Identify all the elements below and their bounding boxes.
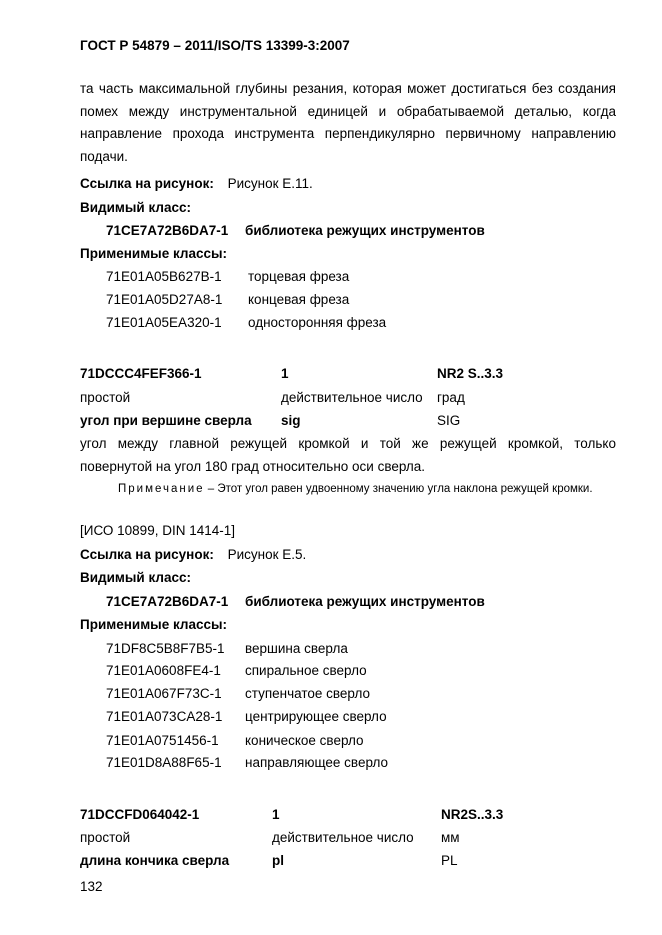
applicable-class-code: 71E01A05EA320-1 xyxy=(106,315,222,330)
entry-note xyxy=(80,478,616,500)
figure-reference-value: Рисунок Е.5. xyxy=(227,547,307,562)
entry-code: SIG xyxy=(437,413,461,428)
page-number: 132 xyxy=(80,879,103,894)
entry-datatype: действительное число xyxy=(281,390,423,405)
figure-reference-value: Рисунок Е.11. xyxy=(227,176,313,191)
visible-class-code: 71CE7A72B6DA7-1 xyxy=(106,223,229,238)
applicable-class-name: концевая фреза xyxy=(248,292,350,307)
entry-version: 1 xyxy=(272,807,280,822)
applicable-class-name: спиральное сверло xyxy=(245,663,367,678)
applicable-classes-label: Применимые классы: xyxy=(80,246,228,261)
entry-type: простой xyxy=(80,830,131,845)
note-label: Примечание xyxy=(118,483,205,495)
entry-name: угол при вершине сверла xyxy=(80,413,252,428)
document-header: ГОСТ Р 54879 – 2011/ISO/TS 13399-3:2007 xyxy=(80,38,350,53)
applicable-class-code: 71E01A073CA28-1 xyxy=(106,709,223,724)
visible-class-code: 71CE7A72B6DA7-1 xyxy=(106,594,229,609)
applicable-class-name: вершина сверла xyxy=(245,641,348,656)
entry-nr: NR2S..3.3 xyxy=(441,807,504,822)
applicable-class-code: 71E01A0608FE4-1 xyxy=(106,663,221,678)
applicable-class-code: 71E01A05B627B-1 xyxy=(106,269,222,284)
entry-unit: мм xyxy=(441,830,460,845)
entry-version: 1 xyxy=(281,366,289,381)
visible-class-name: библиотека режущих инструментов xyxy=(245,223,485,238)
visible-class-label: Видимый класс: xyxy=(80,200,191,215)
figure-reference-1 xyxy=(80,176,313,191)
applicable-class-name: направляющее сверло xyxy=(245,755,389,770)
entry-unit: град xyxy=(437,390,465,405)
figure-reference-2 xyxy=(80,547,306,562)
intro-paragraph: та часть максимальной глубины резания, которая может достигаться без создания помех между инструментальной единицей и обрабатываемой деталью, когда направление прохода инструмента перпендикулярно первичному направлению подачи. xyxy=(80,81,616,165)
applicable-class-name: центрирующее сверло xyxy=(245,709,387,724)
applicable-class-name: односторонняя фреза xyxy=(248,315,387,330)
entry-id: 71DCCC4FEF366-1 xyxy=(80,366,202,381)
applicable-class-name: торцевая фреза xyxy=(248,269,350,284)
entry-source: [ИСО 10899, DIN 1414-1] xyxy=(80,523,235,538)
applicable-class-code: 71E01A05D27A8-1 xyxy=(106,292,223,307)
applicable-class-code: 71DF8C5B8F7B5-1 xyxy=(106,641,225,656)
figure-reference-label: Ссылка на рисунок: xyxy=(80,176,214,191)
note-text: – Этот угол равен удвоенному значению угла наклона режущей кромки. xyxy=(204,483,593,495)
entry-datatype: действительное число xyxy=(272,830,414,845)
visible-class-name: библиотека режущих инструментов xyxy=(245,594,485,609)
applicable-classes-label: Применимые классы: xyxy=(80,617,228,632)
entry-name: длина кончика сверла xyxy=(80,853,230,868)
applicable-class-code: 71E01A0751456-1 xyxy=(106,733,219,748)
entry-symbol: pl xyxy=(272,853,284,868)
applicable-class-code: 71E01D8A88F65-1 xyxy=(106,755,222,770)
applicable-class-name: коническое сверло xyxy=(245,733,364,748)
entry-code: PL xyxy=(441,853,458,868)
entry-type: простой xyxy=(80,390,131,405)
figure-reference-label: Ссылка на рисунок: xyxy=(80,547,214,562)
entry-id: 71DCCFD064042-1 xyxy=(80,807,200,822)
entry-symbol: sig xyxy=(281,413,301,428)
visible-class-label: Видимый класс: xyxy=(80,570,191,585)
applicable-class-code: 71E01A067F73C-1 xyxy=(106,686,222,701)
entry-nr: NR2 S..3.3 xyxy=(437,366,504,381)
applicable-class-name: ступенчатое сверло xyxy=(245,686,371,701)
entry-definition: угол между главной режущей кромкой и той же режущей кромкой, только повернутой на угол 180 град относительно оси сверла. xyxy=(80,436,616,474)
